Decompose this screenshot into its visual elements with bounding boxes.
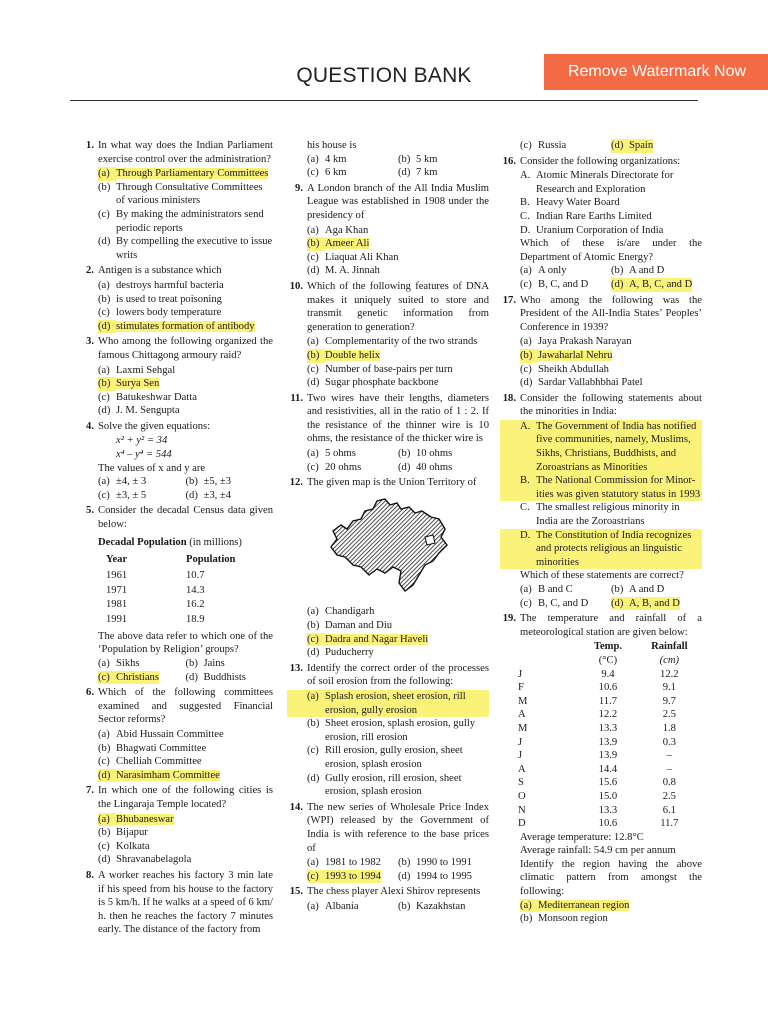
question-text: Solve the given equations: <box>98 420 211 432</box>
options-9 <box>287 224 489 278</box>
option[interactable]: (d) 1994 to 1995 <box>398 870 472 882</box>
option[interactable]: (a) Sikhs <box>98 658 140 669</box>
option[interactable]: (a) ±4, ± 3 <box>98 476 147 488</box>
question-text: In which one of the following cities is the Lingaraja Temple located? <box>98 785 273 810</box>
equation-1: x² + y² = 34 <box>116 435 168 447</box>
option[interactable]: (a) Mediterranean region <box>520 899 630 911</box>
question-18: 18. Consider the following statements about the minorities in India: <box>502 392 702 418</box>
correct-answer-highlight: Dadra and Nagar Haveli <box>325 633 429 645</box>
question-text: Antigen is a substance which <box>98 265 222 277</box>
option[interactable]: (b) Sheet erosion, splash erosion, gully erosion, rill erosion <box>307 718 476 743</box>
option[interactable]: (b) Bhagwati Committee <box>98 742 207 754</box>
correct-answer-highlight: Ameer Ali <box>325 238 370 250</box>
options-3 <box>78 364 273 418</box>
option[interactable]: (d) Buddhists <box>185 671 246 683</box>
option[interactable]: (c) 20 ohms <box>307 461 362 473</box>
options-14 <box>287 856 489 883</box>
option[interactable]: (a) 1981 to 1982 <box>307 857 381 869</box>
question-text: The temperature and rainfall of a meteorological station are given below: <box>520 613 702 638</box>
option[interactable]: (c) Batukeshwar Datta <box>98 391 197 403</box>
title-divider <box>70 100 698 101</box>
correct-answer-highlight: stimulates formation of antibody <box>116 320 255 332</box>
option[interactable]: (c) B, C, and D <box>520 278 589 290</box>
options-15-continued <box>500 139 702 153</box>
question-8: 8. A worker reaches his factory 3 min late if his speed from his house to the factory is 5 km/h. If he walks at a speed of 6 km/ h. then he reaches the factory 7 minutes early. The distance of the factory from <box>86 869 273 936</box>
options-16 <box>500 264 702 291</box>
correct-answer-highlight: Surya Sen <box>116 378 160 390</box>
question-1: 1. In what way does the Indian Parliament exercise control over the administration? <box>86 140 273 165</box>
option[interactable]: (d) Narasimham Committee <box>98 769 220 781</box>
table-row: M 11.7 9.7 <box>518 695 676 707</box>
population-table: Year Population 1961 10.7 1971 14.3 1981 16.2 1991 18.9 <box>102 551 239 627</box>
options-8 <box>287 153 489 180</box>
option[interactable]: (d) Shravanabelagola <box>98 854 192 866</box>
option[interactable]: (b) A and D <box>611 265 665 277</box>
options-18 <box>500 583 702 610</box>
option[interactable]: (a) Aga Khan <box>307 224 369 236</box>
question-text: Two wires have their lengths, diameters and resistivities, all in the ratio of 1 : 2. If the resistance of the thinner wire is 10 ohms, the resistance of the thicker wire is <box>307 392 489 445</box>
option[interactable]: (d) 7 km <box>398 167 438 179</box>
question-text: The given map is the Union Territory of <box>307 477 477 489</box>
option[interactable]: (a) Laxmi Sehgal <box>98 364 176 376</box>
question-15: 15. The chess player Alexi Shirov represents <box>287 885 489 899</box>
option[interactable]: (a) Through Parliamentary Committees <box>98 168 269 180</box>
question-16: 16. Consider the following organizations: <box>500 155 702 169</box>
option[interactable]: (b) Jawaharlal Nehru <box>520 349 613 361</box>
question-tail: The values of x and y are <box>98 462 206 474</box>
table-row: O 15.0 2.5 <box>518 790 676 802</box>
table-row: 1991 18.9 <box>106 613 205 625</box>
option[interactable]: (b) A and D <box>611 584 665 595</box>
weather-table: Temp. Rainfall (°C) (cm) J 9.4 12.2 F 10.6 9.1 M 11.7 9.7 A 12.2 2.5 M 13.3 1.8 J 13.9 0.3 J 13.9 – A 14.4 – S 15.6 0.8 O 15.0 2.5 N 13.3 6.1 D 10.6 11.7 <box>518 640 702 830</box>
options-19 <box>500 899 702 926</box>
equation-2: x⁴ – y⁴ = 544 <box>116 449 172 461</box>
option[interactable]: (d) Gully erosion, rill erosion, sheet erosion, splash erosion <box>307 772 462 798</box>
table-row: J 9.4 12.2 <box>518 668 679 680</box>
option[interactable]: (b) Kazakhstan <box>398 900 466 912</box>
question-19: 19. The temperature and rainfall of a meteorological station are given below: <box>502 613 702 638</box>
question-tail: Which of these is/are under the Department of Atomic Energy? <box>520 238 702 263</box>
option[interactable]: (b) Double helix <box>307 349 381 361</box>
question-text: A London branch of the All India Muslim League was established in 1908 under the presidency of <box>307 182 489 221</box>
question-4: 4. Solve the given equations: <box>78 420 273 434</box>
option[interactable]: (d) ±3, ±4 <box>185 489 232 501</box>
table-row: J 13.9 0.3 <box>518 736 676 748</box>
options-7 <box>78 813 273 867</box>
question-tail: Identify the region having the above climatic pattern from amongst the following: <box>520 858 702 898</box>
option[interactable]: (d) 40 ohms <box>398 461 453 473</box>
option[interactable]: (d) A, B, and D <box>611 597 680 609</box>
question-17: 17. Who among the following was the President of the All-India States’ Peoples’ Conference in 1939? <box>502 294 702 333</box>
question-text: The new series of Wholesale Price Index (WPI) released by the Government of India is with reference to the base prices of <box>307 801 489 854</box>
option[interactable]: (b) 1990 to 1991 <box>398 857 472 869</box>
option[interactable]: (c) Russia <box>520 140 567 151</box>
option[interactable]: (a) Albania <box>307 900 359 912</box>
option[interactable]: (a) Jaya Prakash Narayan <box>520 336 632 348</box>
average-temperature: Average temperature: 12.8°C <box>520 831 644 843</box>
statement: B. Heavy Water Board <box>520 197 620 209</box>
option[interactable]: (d) stimulates formation of antibody <box>98 320 255 332</box>
options-5 <box>78 657 273 684</box>
option[interactable]: (a) A only <box>520 265 567 277</box>
average-rainfall: Average rainfall: 54.9 cm per annum <box>520 845 676 857</box>
option[interactable]: (c) Christians <box>98 671 159 683</box>
correct-answer-highlight: Through Parliamentary Committees <box>116 168 269 180</box>
option[interactable]: (d) A, B, C, and D <box>611 278 693 290</box>
option[interactable]: (a) Bhubaneswar <box>98 813 174 825</box>
options-11 <box>287 447 489 474</box>
column-1 <box>78 139 273 938</box>
option[interactable]: (c) Dadra and Nagar Haveli <box>307 633 429 645</box>
option[interactable]: (a) Abid Hussain Committee <box>98 728 224 740</box>
question-text: Who among the following was the President of the All-India States’ Peoples’ Conference in 1939? <box>520 294 702 333</box>
table-row: J 13.9 – <box>518 750 672 762</box>
table-row: D 10.6 11.7 <box>518 818 679 830</box>
statement: A. Atomic Minerals Directorate for Research and Exploration <box>520 170 674 195</box>
table-row: A 14.4 – <box>518 763 672 775</box>
remove-watermark-button[interactable]: Remove Watermark Now <box>544 54 768 90</box>
table-row: F 10.6 9.1 <box>518 682 676 694</box>
correct-answer-highlight: A, B, and D <box>629 597 680 609</box>
option[interactable]: (d) J. M. Sengupta <box>98 405 180 417</box>
question-text: Which of the following committees examined and suggested Financial Sector reforms? <box>98 687 273 726</box>
question-text: Consider the decadal Census data given below: <box>98 505 273 531</box>
page-title: QUESTION BANK <box>296 64 472 87</box>
option[interactable]: (d) Sardar Vallabhbhai Patel <box>520 377 643 389</box>
table-row: 1981 16.2 <box>106 599 205 611</box>
table-row: 1971 14.3 <box>106 584 205 596</box>
question-text: The chess player Alexi Shirov represents <box>307 886 481 898</box>
question-10: 10. Which of the following features of DNA makes it uniquely suited to store and transmit genetic information from generation to generation? <box>289 280 489 333</box>
question-text: In what way does the Indian Parliament exercise control over the administration? <box>98 140 273 165</box>
option[interactable]: (c) 1993 to 1994 <box>307 870 381 882</box>
correct-answer-highlight: Bhubaneswar <box>116 813 174 825</box>
union-territory-map <box>327 495 452 595</box>
statement: D. Uranium Corporation of India <box>520 224 664 236</box>
table-row: N 13.3 6.1 <box>518 804 676 816</box>
option[interactable]: (d) By compelling the executive to issue writs <box>98 236 273 261</box>
option[interactable]: (a) Chandigarh <box>307 606 375 618</box>
correct-answer-highlight: Spain <box>629 140 654 151</box>
option[interactable]: (d) M. A. Jinnah <box>307 265 380 277</box>
question-3: 3. Who among the following organized the famous Chittagong armoury raid? <box>86 336 273 361</box>
table-title: Decadal Population (in millions) <box>98 536 242 548</box>
option[interactable]: (a) destroys harmful bacteria <box>98 279 224 291</box>
options-2 <box>78 279 273 333</box>
option[interactable]: (c) Rill erosion, gully erosion, sheet erosion, splash erosion <box>307 745 463 770</box>
column-3 <box>500 139 702 928</box>
option[interactable]: (b) 5 km <box>398 153 438 165</box>
question-5: 5. Consider the decadal Census data given below: <box>86 505 273 531</box>
table-row: S 15.6 0.8 <box>518 777 676 789</box>
question-text: Who among the following organized the famous Chittagong armoury raid? <box>98 336 273 361</box>
option[interactable]: (c) B, C, and D <box>520 597 589 609</box>
option[interactable]: (c) By making the administrators send periodic reports <box>98 208 264 234</box>
option[interactable]: (c) lowers body temperature <box>98 307 222 319</box>
statement: C. Indian Rare Earths Limited <box>520 210 652 222</box>
option[interactable]: (c) Sheikh Abdullah <box>520 363 609 375</box>
question-text: Consider the following statements about the minorities in India: <box>520 392 702 418</box>
correct-answer-highlight: 1993 to 1994 <box>325 870 381 882</box>
correct-answer-highlight: Jawaharlal Nehru <box>538 349 613 361</box>
option[interactable]: (c) Chelliah Committee <box>98 756 202 768</box>
question-9: 9. A London branch of the All India Muslim League was established in 1908 under the presidency of <box>295 182 489 221</box>
option[interactable]: (b) Jains <box>185 658 225 669</box>
correct-answer-highlight: Double helix <box>325 349 381 361</box>
question-tail: Which of these statements are correct? <box>520 570 684 582</box>
options-10 <box>287 335 489 389</box>
option[interactable]: (b) Bijapur <box>98 827 148 839</box>
option[interactable]: (b) 10 ohms <box>398 448 453 460</box>
question-text: Which of the following features of DNA makes it uniquely suited to store and transmit genetic information from generation to generation? <box>307 280 489 333</box>
option[interactable]: (b) Daman and Diu <box>307 620 393 632</box>
options-6 <box>78 728 273 782</box>
option[interactable]: (b) Monsoon region <box>520 913 608 925</box>
statement: C. The smallest religious minority in India are the Zoroastrians <box>520 502 680 528</box>
table-row: M 13.3 1.8 <box>518 722 676 734</box>
correct-answer-highlight: Mediterranean region <box>538 899 630 911</box>
correct-answer-highlight: Splash erosion, sheet erosion, rill erosion, gully erosion <box>325 691 466 716</box>
column-2 <box>287 139 489 916</box>
options-1 <box>78 167 273 262</box>
option[interactable]: (a) B and C <box>520 584 573 595</box>
option[interactable]: (b) is used to treat poisoning <box>98 293 222 305</box>
option[interactable]: (c) Kolkata <box>98 840 150 852</box>
option[interactable]: (a) 4 km <box>307 153 347 165</box>
option[interactable]: (a) Complementarity of the two strands <box>307 336 478 348</box>
question-tail: The above data refer to which one of the ‘Population by Religion’ groups? <box>98 630 273 656</box>
question-text: Identify the correct order of the processes of soil erosion from the following: <box>307 662 489 688</box>
option[interactable]: (a) Splash erosion, sheet erosion, rill erosion, gully erosion <box>287 690 489 717</box>
question-11: 11. Two wires have their lengths, diameters and resistivities, all in the ratio of 1 : 2. If the resistance of the thinner wire is 10 ohms, the resistance of the thicker wire is <box>290 392 489 445</box>
option[interactable]: (c) Liaquat Ali Khan <box>307 251 399 263</box>
question-13: 13. Identify the correct order of the processes of soil erosion from the following: <box>289 662 489 688</box>
option[interactable]: (a) 5 ohms <box>307 448 356 460</box>
option[interactable]: (d) Sugar phosphate backbone <box>307 377 439 389</box>
statement-highlighted: B. The National Commission for Minor-ities was given statutory status in 1993 <box>500 474 702 501</box>
option[interactable]: (c) Number of base-pairs per turn <box>307 363 453 375</box>
options-15 <box>287 900 489 914</box>
option[interactable]: (d) Spain <box>611 140 654 151</box>
table-row: A 12.2 2.5 <box>518 709 676 721</box>
question-text: A worker reaches his factory 3 min late if his speed from his house to the factory is 5 km/h. If he walks at a speed of 6 km/ h. then he reaches the factory 7 minutes early. The distance of the factory from <box>98 869 273 936</box>
statement-highlighted: D. The Constitution of India recognizes and protects religious an linguistic minorities <box>500 529 702 570</box>
table-row: 1961 10.7 <box>106 570 205 582</box>
question-text: Consider the following organizations: <box>520 155 681 167</box>
statement-highlighted: A. The Government of India has notified five communities, namely, Muslims, Sikhs, Christians, Buddhists, and Zoroastrians as Minorities <box>500 420 702 474</box>
options-4 <box>78 475 273 502</box>
correct-answer-highlight: Christians <box>116 671 159 683</box>
question-2: 2. Antigen is a substance which <box>78 264 273 278</box>
option[interactable]: (b) Ameer Ali <box>307 238 370 250</box>
option[interactable]: (b) Through Consultative Committees of various ministers <box>98 181 263 207</box>
option[interactable]: (b) Surya Sen <box>98 378 160 390</box>
question-14: 14. The new series of Wholesale Price Index (WPI) released by the Government of India is with reference to the base prices of <box>289 801 489 854</box>
option[interactable]: (d) Puducherry <box>307 647 374 659</box>
options-13 <box>287 690 489 799</box>
question-7: 7. In which one of the following cities is the Lingaraja Temple located? <box>86 785 273 810</box>
question-6: 6. Which of the following committees examined and suggested Financial Sector reforms? <box>86 687 273 726</box>
option[interactable]: (c) 6 km <box>307 167 347 179</box>
option[interactable]: (b) ±5, ±3 <box>185 476 232 488</box>
correct-answer-highlight: A, B, C, and D <box>629 278 693 290</box>
options-12 <box>287 605 489 659</box>
question-12: 12. The given map is the Union Territory of <box>287 476 489 490</box>
question-8-continued: his house is <box>307 140 357 151</box>
options-17 <box>500 335 702 389</box>
correct-answer-highlight: Narasimham Committee <box>116 769 220 781</box>
option[interactable]: (c) ±3, ± 5 <box>98 489 147 501</box>
